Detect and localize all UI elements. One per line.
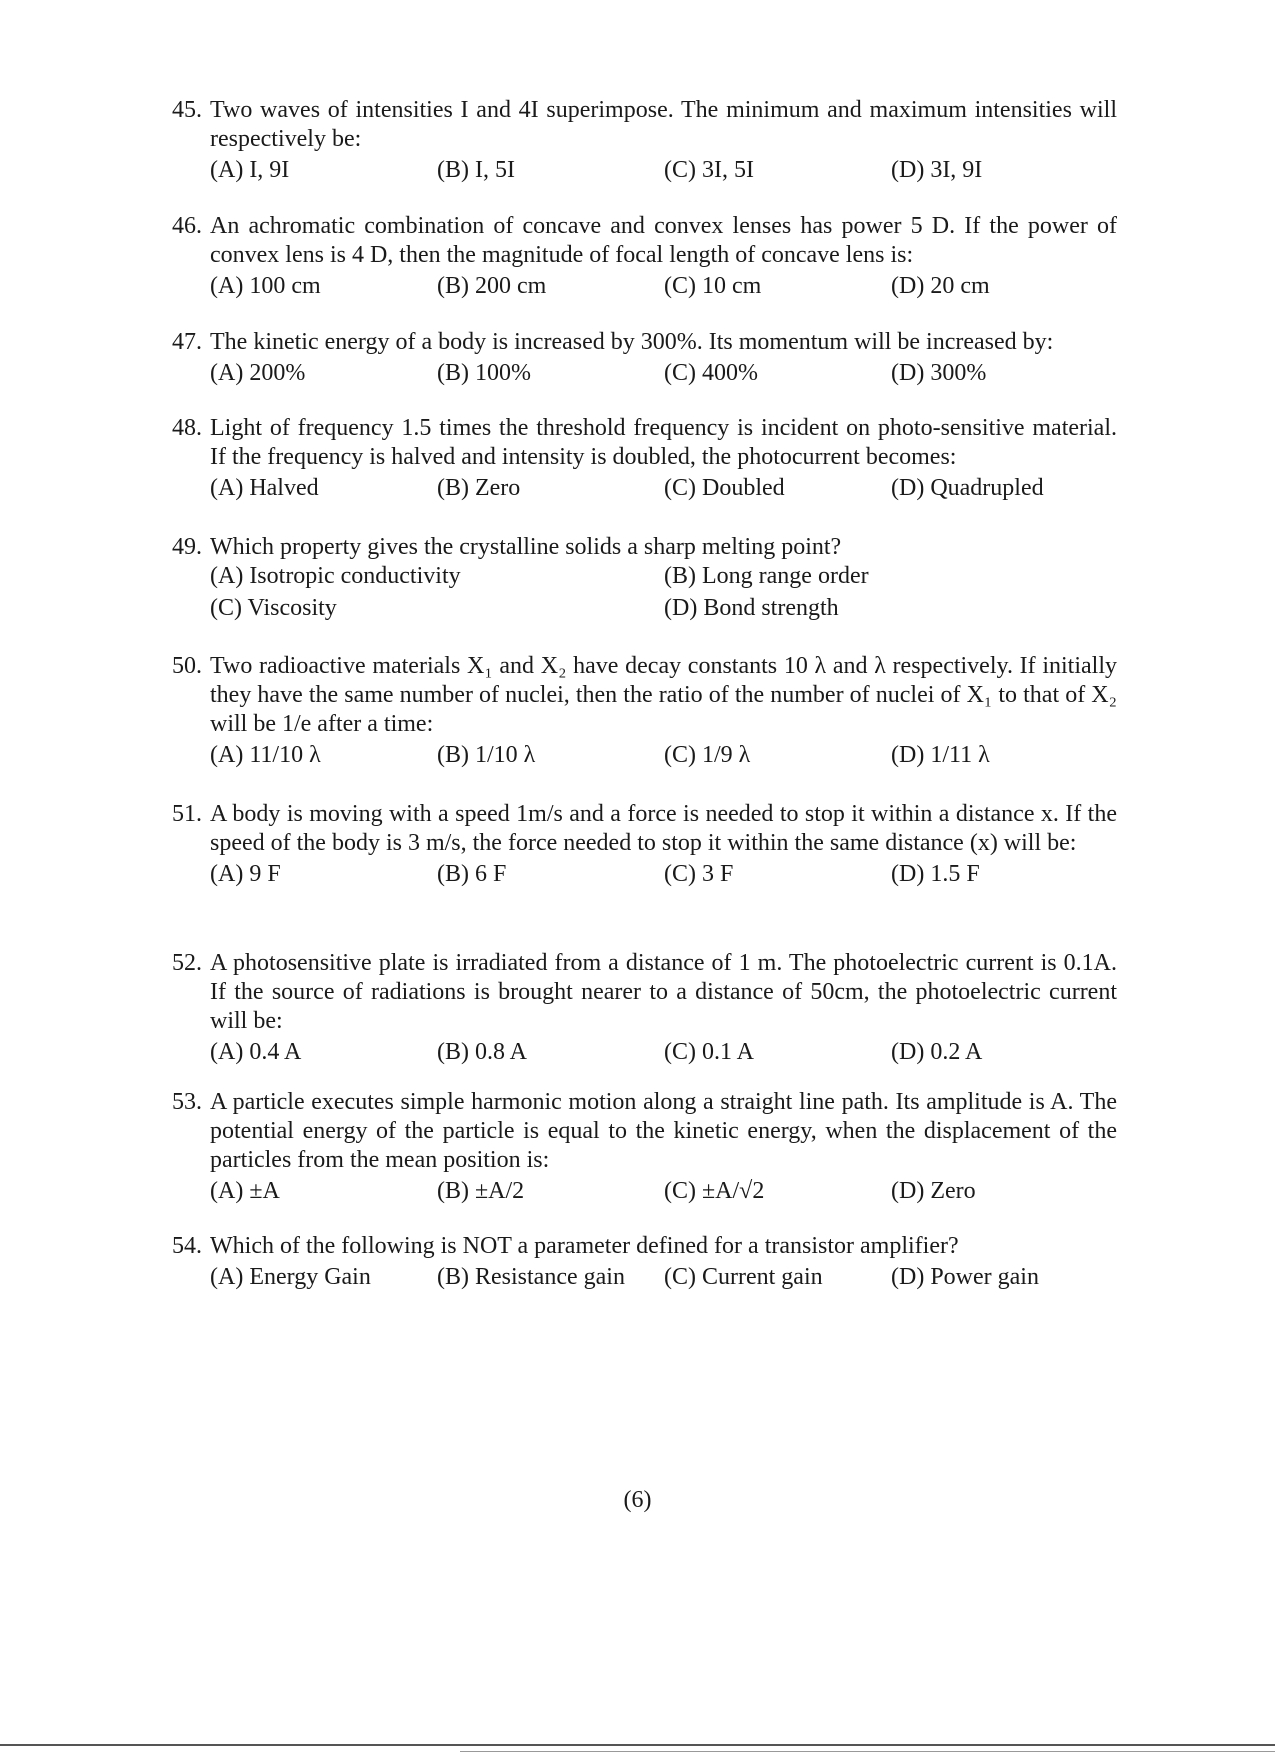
question-47 [172,328,1117,389]
option-c: (C) Current gain [664,1264,823,1290]
option-a: (A) 9 F [210,861,281,887]
option-b: (B) Zero [437,475,521,501]
options-row [210,1038,1117,1068]
option-b: (B) Resistance gain [437,1264,625,1290]
question-text: Which of the following is NOT a parameter defined for a transistor amplifier? [210,1233,959,1259]
question-49 [172,533,1117,626]
question-text: An achromatic combination of concave and convex lenses has power 5 D. If the power of convex lens is 4 D, then the magnitude of focal length of concave lens is: [210,213,1117,268]
option-b: (B) 100% [437,360,531,386]
option-c: (C) 1/9 λ [664,742,751,768]
option-d: (D) 1.5 F [891,861,980,887]
option-d: (D) 1/11 λ [891,742,990,768]
option-b: (B) I, 5I [437,157,515,183]
option-d: (D) 3I, 9I [891,157,983,183]
question-number: 45. [172,97,202,123]
options-row [210,1177,1117,1207]
option-b: (B) 1/10 λ [437,742,536,768]
option-c: (C) ±A/√2 [664,1178,765,1204]
options-row [210,272,1117,302]
options-row [210,594,1117,626]
question-number: 49. [172,534,202,560]
option-a: (A) 100 cm [210,273,321,299]
question-text: Two radioactive materials X₁ and X₂ have decay constants 10 λ and λ respectively. If initially they have the same number of nuclei, then the ratio of the number of nuclei of X₁ to that of X₂ will be 1/e after a time: [210,653,1117,737]
question-number: 51. [172,801,202,827]
option-b: (B) Long range order [664,563,869,589]
options-row [210,474,1117,504]
options-row [210,1263,1117,1293]
options-row [210,860,1117,890]
option-c: (C) Doubled [664,475,785,501]
option-d: (D) Power gain [891,1264,1039,1290]
option-b: (B) 6 F [437,861,507,887]
option-d: (D) 20 cm [891,273,990,299]
page-number: (6) [623,1487,652,1513]
option-b: (B) 0.8 A [437,1039,527,1065]
question-53 [172,1088,1117,1207]
option-c: (C) 3I, 5I [664,157,754,183]
option-a: (A) Energy Gain [210,1264,371,1290]
question-54 [172,1232,1117,1293]
question-text: A photosensitive plate is irradiated from a distance of 1 m. The photoelectric current is 0.1A. If the source of radiations is brought nearer to a distance of 50cm, the photoelectric current will be: [210,950,1117,1034]
question-52 [172,949,1117,1068]
option-a: (A) 11/10 λ [210,742,321,768]
question-number: 54. [172,1233,202,1259]
question-number: 50. [172,653,202,679]
option-d: (D) Bond strength [664,595,839,621]
question-text: A particle executes simple harmonic motion along a straight line path. Its amplitude is A. The potential energy of the particle is equal to the kinetic energy, when the displacement of the particles from the mean position is: [210,1089,1117,1173]
option-c: (C) 3 F [664,861,734,887]
options-row [210,359,1117,389]
question-number: 53. [172,1089,202,1115]
option-c: (C) 400% [664,360,758,386]
option-b: (B) ±A/2 [437,1178,525,1204]
question-48 [172,414,1117,504]
question-text: A body is moving with a speed 1m/s and a force is needed to stop it within a distance x. If the speed of the body is 3 m/s, the force needed to stop it within the same distance (x) will be: [210,801,1117,856]
option-d: (D) Quadrupled [891,475,1044,501]
question-number: 48. [172,415,202,441]
option-c: (C) Viscosity [210,595,337,621]
option-d: (D) 300% [891,360,987,386]
question-number: 52. [172,950,202,976]
options-row [210,156,1117,186]
option-b: (B) 200 cm [437,273,547,299]
question-text: The kinetic energy of a body is increased by 300%. Its momentum will be increased by: [210,329,1054,355]
bottom-rule [0,1744,1275,1746]
question-text: Two waves of intensities I and 4I superimpose. The minimum and maximum intensities will respectively be: [210,97,1117,152]
question-46 [172,212,1117,302]
option-a: (A) I, 9I [210,157,290,183]
question-number: 47. [172,329,202,355]
option-c: (C) 10 cm [664,273,762,299]
option-d: (D) Zero [891,1178,976,1204]
option-d: (D) 0.2 A [891,1039,983,1065]
question-text: Light of frequency 1.5 times the threshold frequency is incident on photo-sensitive material. If the frequency is halved and intensity is doubled, the photocurrent becomes: [210,415,1117,470]
options-row [210,562,1117,594]
question-text: Which property gives the crystalline solids a sharp melting point? [210,534,842,560]
question-number: 46. [172,213,202,239]
question-50 [172,652,1117,771]
options-row [210,741,1117,771]
question-51 [172,800,1117,890]
bottom-rule-thin [460,1751,1275,1752]
option-a: (A) Isotropic conductivity [210,563,461,589]
option-c: (C) 0.1 A [664,1039,754,1065]
option-a: (A) Halved [210,475,319,501]
option-a: (A) 0.4 A [210,1039,302,1065]
question-45 [172,96,1117,186]
option-a: (A) 200% [210,360,306,386]
option-a: (A) ±A [210,1178,280,1204]
